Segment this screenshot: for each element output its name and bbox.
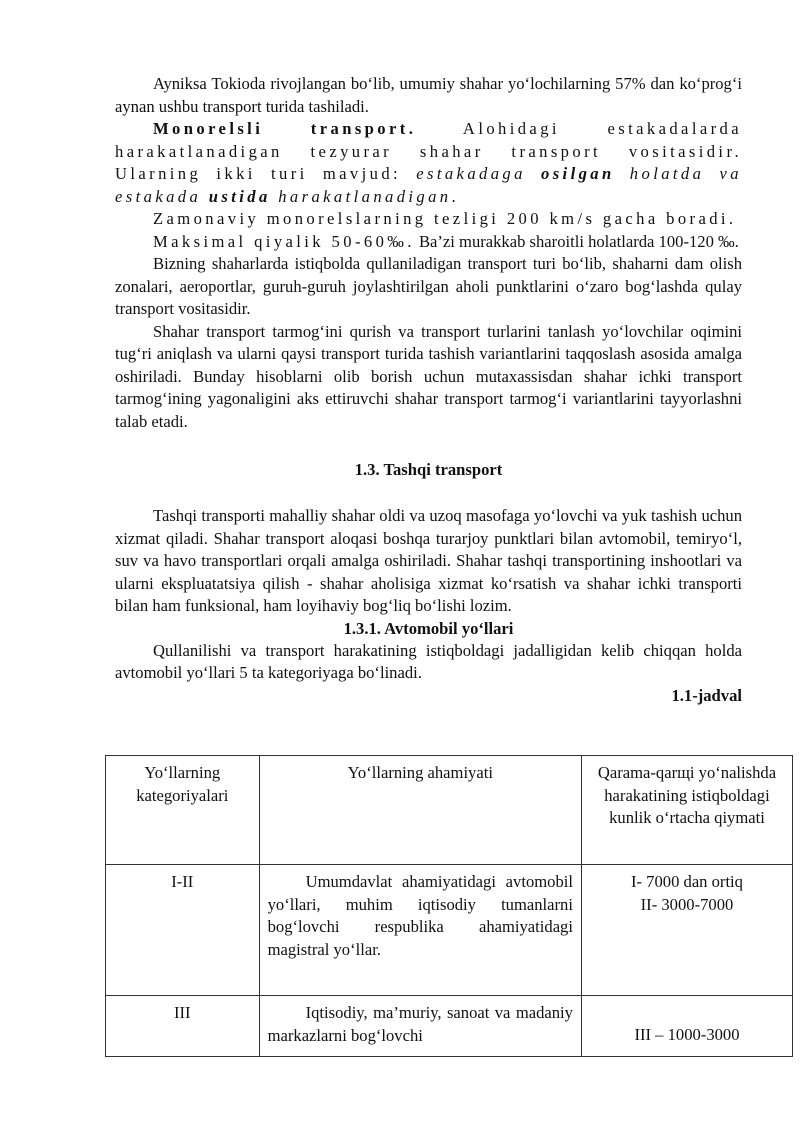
paragraph-future-use: Bizning shaharlarda istiqbolda qullaniladigan transport turi bo‘lib, shaharni dam olish zonalari, aeroportlar, guruh-guruh joylashtirilgan aholi punktlarini o‘zaro bog‘lashda qulay transport vositasidir. <box>115 254 742 318</box>
table-header-row <box>106 756 793 865</box>
paragraph-slope <box>115 231 742 254</box>
paragraph-tokyo: Ayniksa Tokioda rivojlangan bo‘lib, umumiy shahar yo‘lochilarning 57% dan ko‘prog‘i aynan ushbu transport turida tashiladi. <box>115 74 742 116</box>
cell-category: I-II <box>106 865 260 996</box>
header-meaning: Yo‘llarning ahamiyati <box>259 756 581 865</box>
section-heading: 1.3. Tashqi transport <box>354 460 503 479</box>
road-categories-table <box>105 755 793 1057</box>
paragraph-external-transport: Tashqi transporti mahalliy shahar oldi va uzoq masofaga yo‘lovchi va yuk tashish uchun xizmat qiladi. Shahar transport aloqasi boshqa turarjoy punktlari bilan avtomobil, temiryo‘l, suv va havo transportlari orqali amalga oshiriladi. Shahar tashqi transportining inshootlari va ularni ekspluatatsiya qilish - shahar aholisiga xizmat ko‘rsatish va shahar ichki transporti bilan ham funksional, ham loyihaviy bog‘liq bo‘lishi lozim. <box>115 506 742 615</box>
monorail-text: Alohidagi estakadalarda harakatlanadigan tezyurar shahar transport vositasidir. Ularning ikki turi mavjud: <box>115 119 742 183</box>
cell-meaning: Umumdavlat ahamiyatidagi avtomobil yo‘llari, muhim iqtisodiy tumanlarni bog‘lovchi respublika ahamiyatidagi magistral yo‘llar. <box>259 865 581 996</box>
header-category: Yo‘llarning kategoriyalari <box>106 756 260 865</box>
table-row <box>106 865 793 996</box>
paragraph-speed: Zamonaviy monorelslarning tezligi 200 km/s gacha boradi. <box>153 209 737 228</box>
monorail-italic-3: harakatlanadigan <box>270 186 452 206</box>
monorail-bold-italic-2: ustida <box>208 186 271 206</box>
paragraph-road-categories: Qullanilishi va transport harakatining istiqboldagi jadalligidan kelib chiqqan holda avtomobil yo‘llari 5 ta kategoriyaga bo‘linadi. <box>115 640 742 682</box>
monorail-bold-italic-1: osilgan <box>541 164 615 183</box>
paragraph-monorail <box>115 118 742 208</box>
monorail-end: . <box>451 186 458 206</box>
slope-term: Maksimal qiyalik 50-60‰. <box>153 231 415 251</box>
subsection-heading: 1.3.1. Avtomobil yo‘llari <box>343 618 514 638</box>
monorail-term: Monorelsli transport. <box>153 119 417 138</box>
cell-meaning: Iqtisodiy, ma’muriy, sanoat va madaniy markazlarni bog‘lovchi <box>259 996 581 1057</box>
document-page <box>115 73 742 707</box>
cell-value: I- 7000 dan ortiq II- 3000-7000 <box>581 865 792 996</box>
monorail-italic-1: estakadaga <box>416 164 541 183</box>
monorail-italic-2: holatda va estakada <box>115 164 742 206</box>
cell-category: III <box>106 996 260 1057</box>
table-caption: 1.1-jadval <box>671 685 742 705</box>
paragraph-network: Shahar transport tarmog‘ini qurish va transport turlarini tanlash yo‘lovchilar oqimini tug‘ri aniqlash va ularni qaysi transport turida tashish variantlarini taqqoslash asosida amalga oshiriladi. Bunday hisoblarni olib borish uchun mutaxassisdan shahar ichki transport tarmog‘ining yagonaligini aks ettiruvchi shahar transport tarmog‘i variantlarini tayyorlashni talab etadi. <box>115 321 742 431</box>
slope-text: Ba’zi murakkab sharoitli holatlarda 100-120 ‰. <box>414 231 739 251</box>
cell-value: III – 1000-3000 <box>581 996 792 1057</box>
table-row <box>106 996 793 1057</box>
header-daily-value: Qarama-qarщi yo‘nalishda harakatining istiqboldagi kunlik o‘rtacha qiymati <box>581 756 792 865</box>
